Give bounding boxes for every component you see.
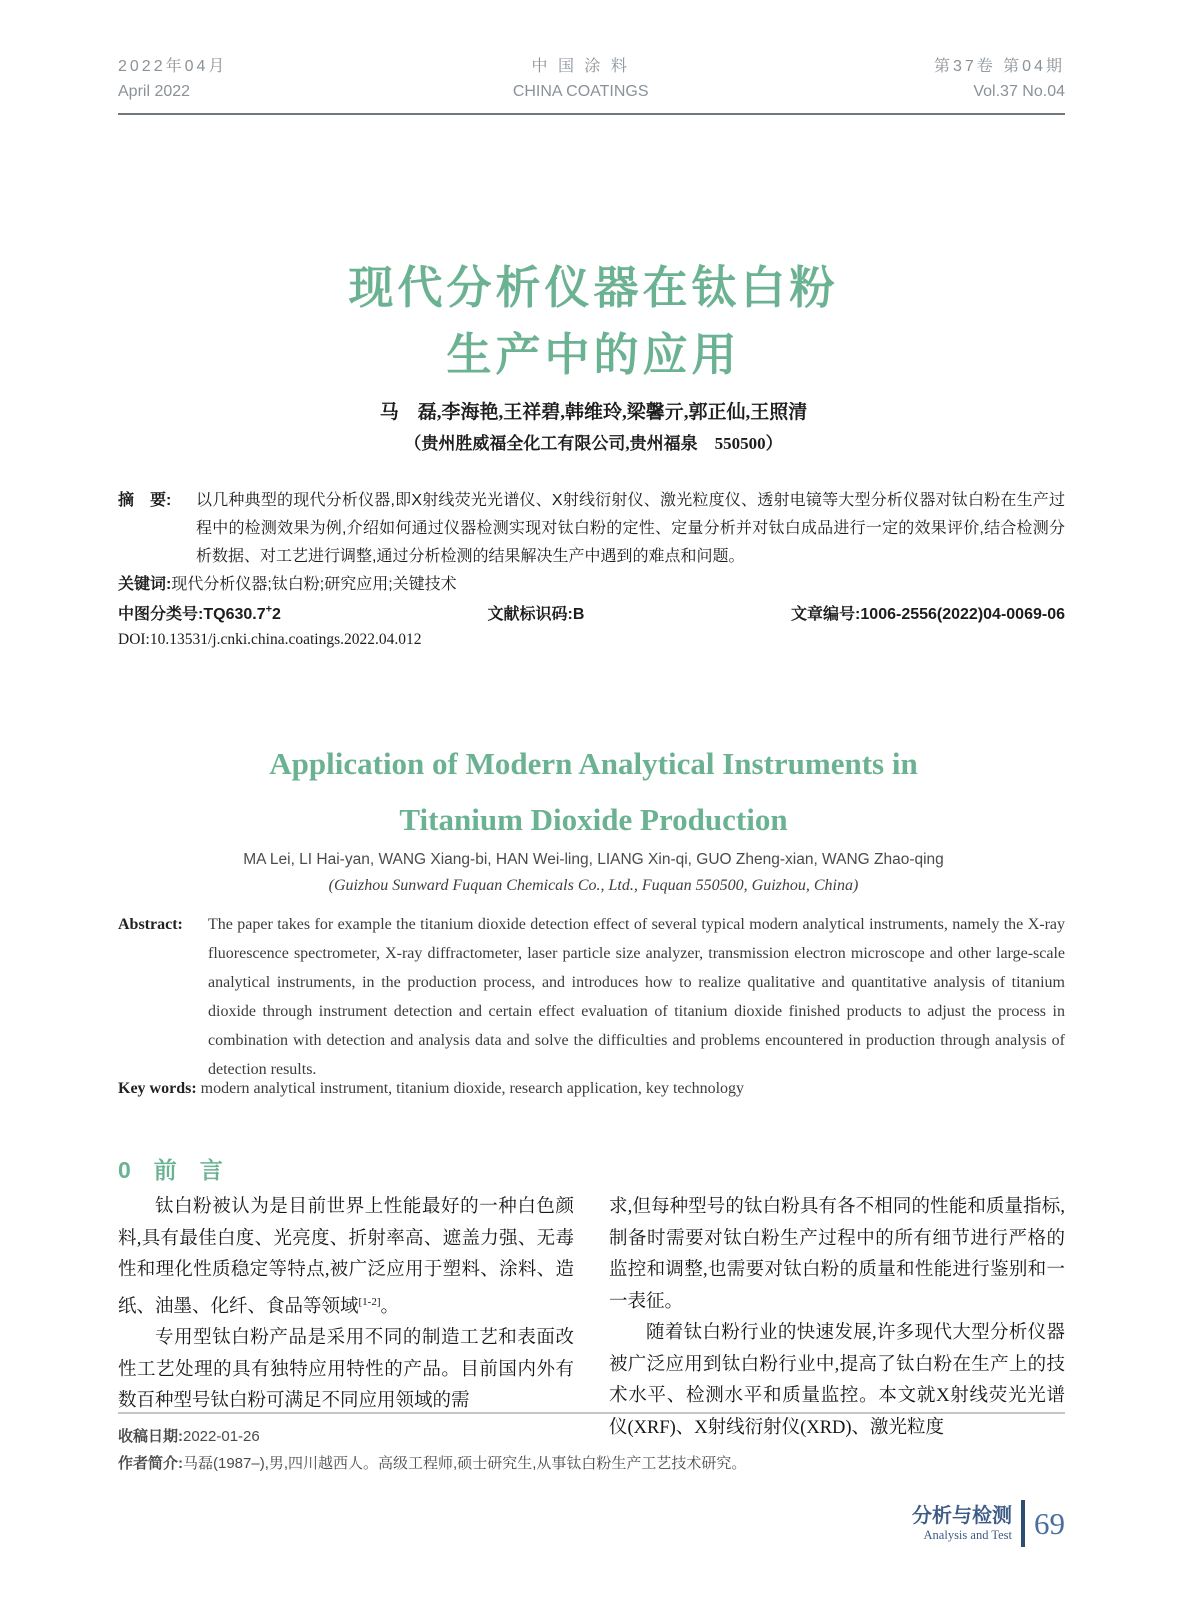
footer-divider-bar <box>1021 1500 1025 1547</box>
footer-section-en: Analysis and Test <box>923 1527 1012 1542</box>
header-volume-issue <box>934 54 1065 104</box>
header-journal-name <box>513 54 649 104</box>
header-date-en: April 2022 <box>118 83 191 100</box>
keywords-en <box>118 1080 1065 1098</box>
authors-en: MA Lei, LI Hai-yan, WANG Xiang-bi, HAN Wei-ling, LIANG Xin-qi, GUO Zheng-xian, WANG Zhao-qing <box>243 851 944 868</box>
keywords-zh-label: 关键词: <box>118 576 172 593</box>
document-code <box>488 601 585 624</box>
article-id-value: 1006-2556(2022)04-0069-06 <box>860 606 1065 623</box>
article-title-zh-line1: 现代分析仪器在钛白粉 <box>348 262 839 313</box>
paragraph-text: 钛白粉被认为是目前世界上性能最好的一种白色颜料,具有最佳白度、光亮度、折射率高、遮盖力强、无毒性和理化性质稳定等特点,被广泛应用于塑料、涂料、造纸、油墨、化纤、食品等领域 <box>118 1197 574 1317</box>
footer-section-zh: 分析与检测 <box>912 1504 1012 1527</box>
article-title-zh <box>0 254 1187 388</box>
clc-superscript: + <box>265 603 273 616</box>
keywords-zh-text: 现代分析仪器;钛白粉;研究应用;关键技术 <box>171 576 457 593</box>
body-column-right <box>609 1192 1065 1444</box>
abstract-en-text: The paper takes for example the titanium dioxide detection effect of several typical modern analytical instruments, namely the X-ray fluorescence spectrometer, X-ray diffractometer, laser particle size analyzer, transmission electron microscope and other large-scale analytical instruments, in the production process, and introduces how to realize qualitative and quantitative analysis of titanium dioxide through instrument detection and certain effect evaluation of titanium dioxide finished products to adjust the process in combination with detection and analysis data and solve the difficulties and problems encountered in production through analysis of detection results. <box>208 916 1065 1078</box>
article-title-en-line1: Application of Modern Analytical Instruments in <box>269 746 918 781</box>
clc-label: 中图分类号: <box>118 606 204 623</box>
footer-section-name <box>912 1505 1012 1543</box>
clc-value: TQ630.7 <box>203 606 266 623</box>
affiliation-en: (Guizhou Sunward Fuquan Chemicals Co., Ltd., Fuquan 550500, Guizhou, China) <box>328 877 859 894</box>
journal-name-zh: 中 国 涂 料 <box>531 58 630 75</box>
abstract-zh-text: 以几种典型的现代分析仪器,即X射线荧光光谱仪、X射线衍射仪、激光粒度仪、透射电镜等大型分析仪器对钛白粉在生产过程中的检测效果为例,介绍如何通过仪器检测实现对钛白粉的定性、定量分析并对钛白成品进行一定的效果评价,结合检测分析数据、对工艺进行调整,通过分析检测的结果解决生产中遇到的难点和问题。 <box>196 492 1065 565</box>
affiliation-zh: （贵州胜威福全化工有限公司,贵州福泉 550500） <box>404 434 783 453</box>
abstract-zh-label: 摘 要: <box>118 492 172 509</box>
received-date <box>118 1423 1065 1450</box>
article-meta-row <box>118 601 1065 624</box>
document-code-label: 文献标识码: <box>487 606 573 623</box>
page-header <box>118 54 1065 104</box>
abstract-en <box>118 910 1065 1084</box>
received-date-value: 2022-01-26 <box>183 1428 260 1445</box>
section-heading-introduction: 0 前 言 <box>118 1157 223 1183</box>
article-id-label: 文章编号: <box>791 606 861 623</box>
journal-name-en: CHINA COATINGS <box>512 83 649 100</box>
clc-tail: 2 <box>272 606 281 623</box>
paragraph: 专用型钛白粉产品是采用不同的制造工艺和表面改性工艺处理的具有独特应用特性的产品。目前国内外有数百种型号钛白粉可满足不同应用领域的需 <box>118 1328 574 1412</box>
received-date-label: 收稿日期: <box>118 1428 183 1445</box>
abstract-en-label: Abstract: <box>118 916 183 933</box>
volume-issue-zh: 第37卷 第04期 <box>933 58 1065 75</box>
footnote-divider <box>118 1412 1065 1414</box>
header-issue-date <box>118 54 227 104</box>
paragraph: 随着钛白粉行业的快速发展,许多现代大型分析仪器被广泛应用到钛白粉行业中,提高了钛白粉在生产上的技术水平、检测水平和质量监控。本文就X射线荧光光谱仪(XRF)、X射线衍射仪(XRD)、激光粒度 <box>609 1323 1065 1438</box>
header-date-zh: 2022年04月 <box>118 58 228 75</box>
article-title-zh-line2: 生产中的应用 <box>446 329 741 380</box>
keywords-zh <box>118 571 1065 594</box>
clc-number <box>118 601 281 624</box>
author-bio-label: 作者简介: <box>118 1455 183 1472</box>
document-code-value: B <box>572 606 585 623</box>
footnote <box>118 1423 1065 1477</box>
author-bio <box>118 1450 1065 1477</box>
volume-issue-en: Vol.37 No.04 <box>973 83 1065 100</box>
keywords-en-text: modern analytical instrument, titanium dioxide, research application, key technology <box>200 1080 745 1097</box>
authors-zh: 马 磊,李海艳,王祥碧,韩维玲,梁馨亓,郭正仙,王照清 <box>379 402 808 423</box>
footer-section-badge <box>912 1500 1065 1547</box>
article-title-en-line2: Titanium Dioxide Production <box>399 802 788 837</box>
author-bio-value: 马磊(1987–),男,四川越西人。高级工程师,硕士研究生,从事钛白粉生产工艺技术研究。 <box>183 1455 747 1472</box>
abstract-zh <box>118 487 1065 571</box>
article-id <box>791 601 1065 624</box>
header-divider <box>118 113 1065 115</box>
citation-ref: [1-2] <box>358 1295 381 1308</box>
page-number: 69 <box>1034 1505 1065 1541</box>
paragraph <box>118 1192 574 1323</box>
doi: DOI:10.13531/j.cnki.china.coatings.2022.04.012 <box>118 631 422 648</box>
body-columns <box>118 1192 1065 1444</box>
body-column-left <box>118 1192 574 1444</box>
keywords-en-label: Key words: <box>118 1080 197 1097</box>
article-title-en <box>0 736 1187 848</box>
paragraph-text: 。 <box>380 1296 400 1317</box>
paragraph: 求,但每种型号的钛白粉具有各不相同的性能和质量指标,制备时需要对钛白粉生产过程中的所有细节进行严格的监控和调整,也需要对钛白粉的质量和性能进行鉴别和一一表征。 <box>609 1197 1065 1312</box>
